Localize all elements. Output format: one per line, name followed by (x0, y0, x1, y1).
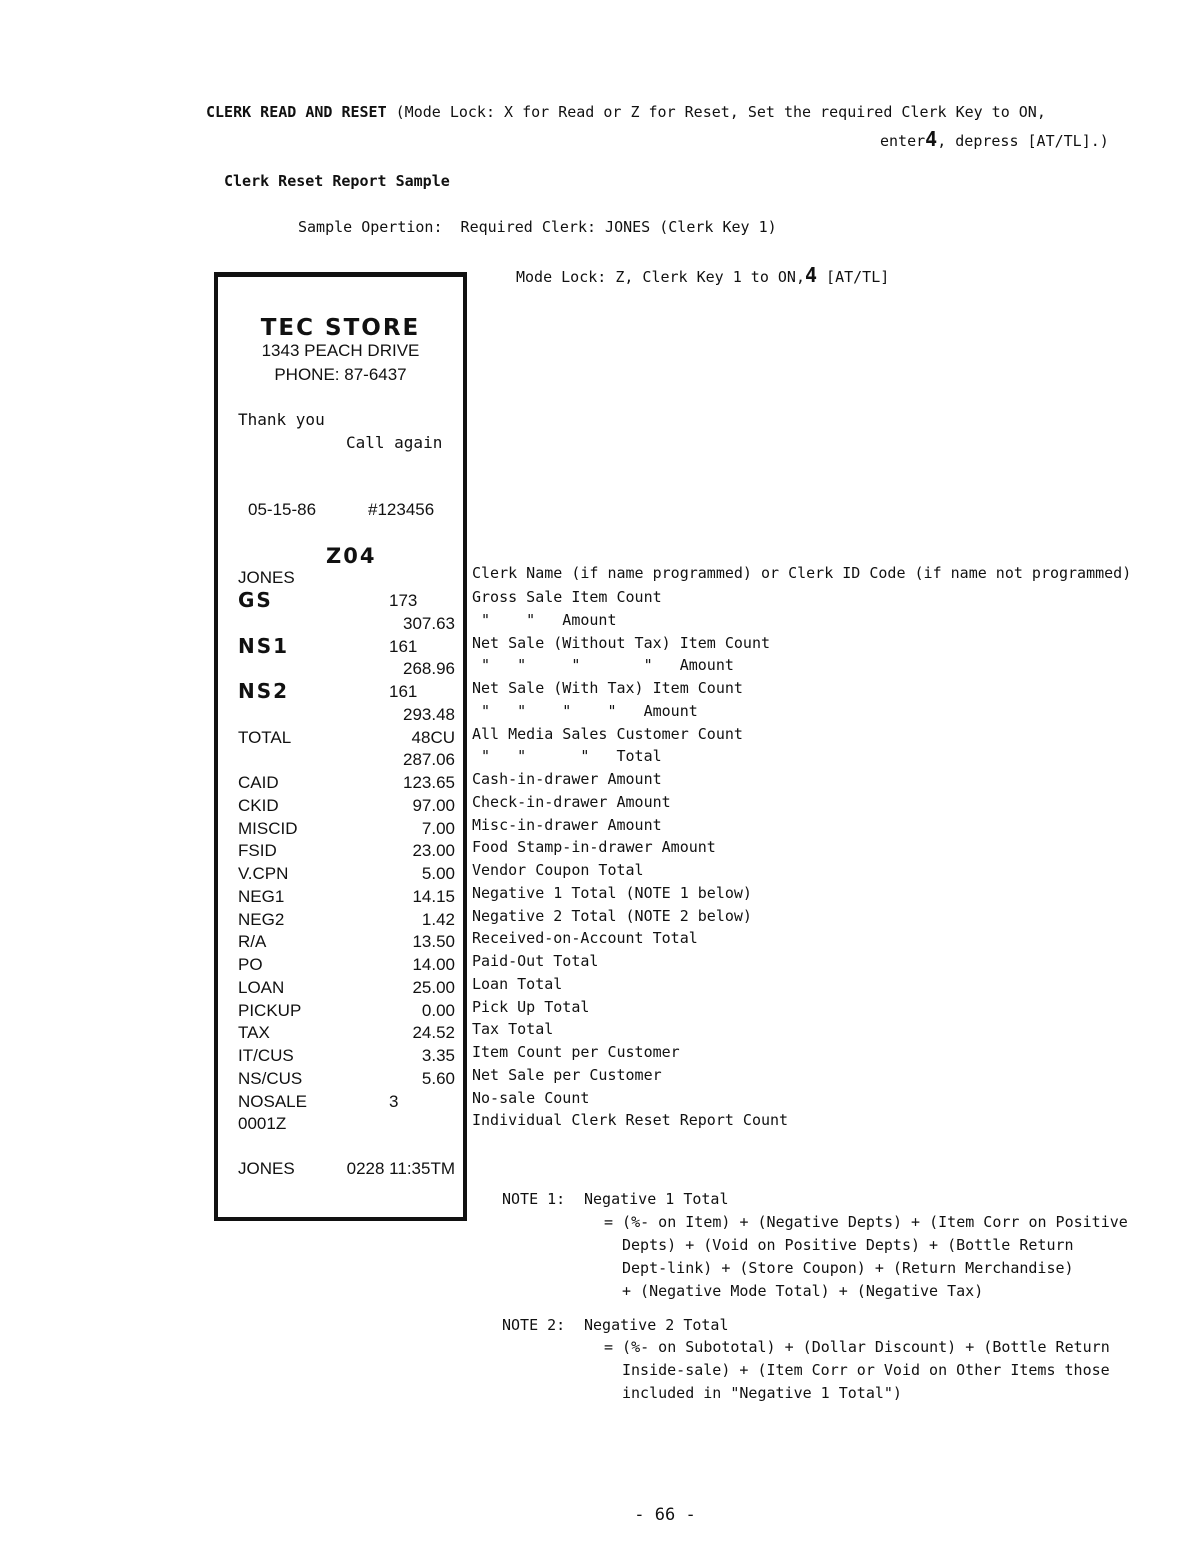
receipt-row-value: 123.65 (403, 773, 455, 792)
mode-lock-key-text: [AT/TL] (817, 268, 890, 286)
report-code: Z04 (326, 544, 377, 568)
receipt-row-value: 5.00 (421, 864, 455, 883)
receipt-row-label: R/A (238, 932, 267, 952)
receipt-row-label: NS/CUS (238, 1068, 303, 1088)
mode-lock-text: Mode Lock: Z, Clerk Key 1 to ON, (516, 268, 805, 286)
description-line: " " " Total (472, 747, 662, 766)
receipt-row-value: 161 (389, 636, 418, 656)
header-depress-text: , depress [AT/TL].) (937, 132, 1109, 150)
note-line: Inside-sale) + (Item Corr or Void on Other Items those (622, 1361, 1110, 1379)
header-instructions: (Mode Lock: X for Read or Z for Reset, Set the required Clerk Key to ON, (386, 103, 1046, 121)
description-line: Vendor Coupon Total (472, 861, 644, 879)
description-line: Cash-in-drawer Amount (472, 770, 662, 788)
note-line: included in "Negative 1 Total") (622, 1384, 902, 1402)
receipt-row-label: PICKUP (238, 1000, 302, 1020)
note-line: + (Negative Mode Total) + (Negative Tax) (622, 1282, 984, 1300)
description-line: " " " " Amount (472, 656, 734, 675)
receipt-date: 05-15-86 (248, 500, 317, 519)
description-line: No-sale Count (472, 1088, 590, 1107)
description-line: Received-on-Account Total (472, 929, 698, 948)
description-line: Gross Sale Item Count (472, 588, 662, 606)
store-address: 1343 PEACH DRIVE (261, 341, 420, 360)
receipt-row-label: TOTAL (238, 727, 292, 747)
description-line: Pick Up Total (472, 997, 590, 1016)
clerk-name: JONES (238, 568, 295, 587)
note-line: = (%- on Item) + (Negative Depts) + (Item Corr on Positive (604, 1213, 1128, 1231)
description-line: Check-in-drawer Amount (472, 792, 671, 811)
receipt-row-value: 5.60 (421, 1068, 455, 1088)
receipt-row-value: 48CU (411, 727, 455, 747)
description-line: " " " " Amount (472, 701, 698, 720)
note-line: Dept-link) + (Store Coupon) + (Return Merchandise) (622, 1259, 1074, 1277)
description-line: Loan Total (472, 974, 563, 993)
note-1-title: Negative 1 Total (584, 1190, 729, 1208)
receipt-row-value: 0.00 (421, 1000, 455, 1020)
description-line: Food Stamp-in-drawer Amount (472, 838, 716, 857)
description-line: Clerk Name (if name programmed) or Clerk ID Code (if name not programmed) (472, 564, 1132, 582)
store-phone: PHONE: 87-6437 (274, 365, 407, 384)
description-line: Net Sale (Without Tax) Item Count (472, 633, 771, 652)
receipt-row-value: 3.35 (421, 1046, 455, 1065)
description-line: All Media Sales Customer Count (472, 724, 743, 743)
note-line: Depts) + (Void on Positive Depts) + (Bottle Return (622, 1236, 1074, 1254)
mode-lock-key-number: 4 (804, 263, 818, 287)
footer-clerk: JONES (238, 1159, 295, 1178)
receipt-row-label: MISCID (238, 818, 298, 838)
receipt-row-label: NS1 (238, 633, 290, 658)
receipt-row-value: 24.52 (412, 1023, 455, 1043)
receipt-row-label: LOAN (238, 977, 285, 997)
note-2-title: Negative 2 Total (584, 1316, 729, 1334)
description-line: Item Count per Customer (472, 1043, 680, 1061)
call-again-text: Call again (346, 433, 443, 452)
receipt-row-label: 0001Z (238, 1114, 287, 1134)
receipt-row-value: 13.50 (412, 932, 455, 952)
description-line: Negative 1 Total (NOTE 1 below) (472, 883, 752, 902)
receipt-row-value: 287.06 (403, 750, 455, 770)
note-line: = (%- on Subototal) + (Dollar Discount) + (Bottle Return (604, 1338, 1110, 1356)
description-line: " " Amount (472, 610, 617, 629)
sample-operation: Sample Opertion: Required Clerk: JONES (Clerk Key 1) (298, 218, 777, 236)
description-line: Individual Clerk Reset Report Count (472, 1111, 789, 1130)
receipt-row-value: 14.15 (412, 886, 455, 906)
description-line: Net Sale per Customer (472, 1065, 662, 1084)
receipt-row-value: 307.63 (403, 613, 455, 633)
receipt-row-label: IT/CUS (238, 1046, 294, 1065)
receipt-row-value: 161 (389, 682, 418, 701)
description-line: Misc-in-drawer Amount (472, 815, 662, 834)
receipt-row-label: CKID (238, 795, 279, 815)
mode-lock-instruction (516, 263, 889, 287)
header-line-1 (206, 103, 1046, 121)
header-line-2 (880, 127, 1109, 151)
description-line: Paid-Out Total (472, 952, 599, 970)
header-title: CLERK READ AND RESET (206, 103, 387, 121)
receipt-row-value: 173 (389, 591, 418, 610)
description-line: Negative 2 Total (NOTE 2 below) (472, 906, 752, 925)
store-name: TEC STORE (260, 315, 421, 341)
receipt-row-label: TAX (238, 1023, 270, 1043)
receipt-row-label: NS2 (238, 679, 290, 703)
footer-info: 0228 11:35TM (346, 1159, 455, 1178)
receipt-row-label: FSID (238, 841, 277, 861)
receipt-row-label: V.CPN (238, 864, 289, 883)
receipt-row-value: 268.96 (403, 659, 455, 679)
header-enter-text: enter (880, 132, 926, 150)
receipt-row-value: 97.00 (412, 795, 455, 815)
receipt-row-label: PO (238, 955, 263, 974)
receipt-row-value: 14.00 (412, 955, 455, 974)
receipt-row-label: NEG1 (238, 886, 285, 906)
description-line: Tax Total (472, 1020, 554, 1039)
section-title: Clerk Reset Report Sample (224, 172, 450, 190)
receipt-row-label: GS (238, 588, 273, 612)
description-line: Net Sale (With Tax) Item Count (472, 679, 743, 697)
receipt-row-value: 1.42 (421, 909, 455, 929)
receipt (214, 272, 467, 1221)
receipt-row-label: CAID (238, 773, 279, 792)
receipt-row-value: 3 (389, 1091, 399, 1111)
receipt-row-value: 25.00 (412, 977, 455, 997)
header-key-number: 4 (925, 127, 938, 151)
receipt-number: #123456 (368, 500, 435, 519)
receipt-row-value: 7.00 (421, 818, 455, 838)
page-number: - 66 - (634, 1505, 696, 1525)
receipt-row-value: 23.00 (412, 841, 455, 861)
receipt-row-label: NOSALE (238, 1091, 307, 1111)
note-2-label: NOTE 2: (502, 1316, 566, 1334)
receipt-row-label: NEG2 (238, 909, 285, 929)
receipt-row-value: 293.48 (403, 704, 455, 724)
thank-you-text: Thank you (238, 410, 325, 429)
note-1-label: NOTE 1: (502, 1190, 566, 1208)
